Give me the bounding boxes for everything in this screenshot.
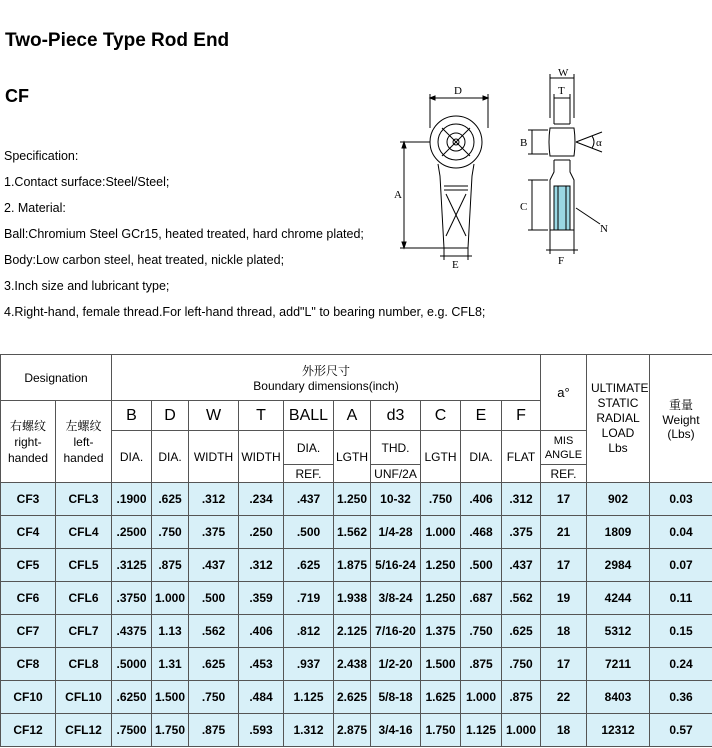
- spec-line: Body:Low carbon steel, heat treated, nickle plated;: [4, 253, 285, 267]
- boundary-dimensions-header: [112, 355, 541, 401]
- table-row: [1, 516, 712, 549]
- table-cell: 1.000: [502, 714, 541, 747]
- col-d-desc: DIA.: [152, 431, 189, 483]
- table-cell: .1900: [112, 483, 152, 516]
- table-cell: CFL5: [56, 549, 112, 582]
- table-cell: .500: [189, 582, 239, 615]
- col-d-symbol: D: [152, 401, 189, 431]
- weight-cn: 重量: [668, 398, 693, 412]
- table-cell: .234: [239, 483, 284, 516]
- right-handed-header: [1, 401, 56, 483]
- col-ball-desc: DIA.: [284, 431, 334, 465]
- table-cell: 5312: [587, 615, 650, 648]
- table-cell: .3750: [112, 582, 152, 615]
- table-cell: 0.07: [650, 549, 712, 582]
- spec-line: 1.Contact surface:Steel/Steel;: [4, 175, 170, 189]
- table-cell: 0.24: [650, 648, 712, 681]
- angle-symbol-header: a°: [541, 355, 587, 431]
- col-d3-desc: THD.: [371, 431, 421, 465]
- table-cell: CF4: [1, 516, 56, 549]
- load-header: ULTIMATE STATIC RADIAL LOAD Lbs: [587, 355, 650, 483]
- left-cn: 左螺纹: [65, 418, 102, 433]
- col-t-desc: WIDTH: [239, 431, 284, 483]
- table-cell: .750: [421, 483, 461, 516]
- table-cell: 3/8-24: [371, 582, 421, 615]
- col-e-desc: DIA.: [461, 431, 502, 483]
- table-cell: 3/4-16: [371, 714, 421, 747]
- table-cell: .875: [502, 681, 541, 714]
- table-cell: 1.250: [421, 549, 461, 582]
- col-ball-symbol: BALL: [284, 401, 334, 431]
- table-cell: 0.11: [650, 582, 712, 615]
- table-cell: 1.875: [334, 549, 371, 582]
- table-cell: .484: [239, 681, 284, 714]
- shank: [438, 164, 474, 248]
- table-cell: 1.375: [421, 615, 461, 648]
- table-cell: 1.31: [152, 648, 189, 681]
- table-cell: .5000: [112, 648, 152, 681]
- table-cell: 21: [541, 516, 587, 549]
- label-t: T: [558, 85, 565, 97]
- col-c-desc: LGTH: [421, 431, 461, 483]
- table-cell: .3125: [112, 549, 152, 582]
- table-cell: 2.125: [334, 615, 371, 648]
- spec-table-wrap: [0, 354, 712, 748]
- table-cell: .375: [189, 516, 239, 549]
- spec-line: 3.Inch size and lubricant type;: [4, 279, 170, 293]
- table-cell: 2984: [587, 549, 650, 582]
- table-cell: 1.000: [461, 681, 502, 714]
- table-cell: CF12: [1, 714, 56, 747]
- table-cell: CF8: [1, 648, 56, 681]
- table-cell: 1.938: [334, 582, 371, 615]
- table-cell: 0.04: [650, 516, 712, 549]
- spec-line: Ball:Chromium Steel GCr15, heated treated, hard chrome plated;: [4, 227, 364, 241]
- table-cell: 1.000: [152, 582, 189, 615]
- label-n: N: [600, 223, 608, 235]
- table-cell: .500: [284, 516, 334, 549]
- label-w: W: [558, 68, 569, 79]
- table-cell: CFL3: [56, 483, 112, 516]
- table-cell: .4375: [112, 615, 152, 648]
- left-handed-header: [56, 401, 112, 483]
- table-cell: 0.36: [650, 681, 712, 714]
- table-cell: .812: [284, 615, 334, 648]
- table-row: [1, 483, 712, 516]
- label-c: C: [520, 201, 528, 213]
- col-f-symbol: F: [502, 401, 541, 431]
- table-cell: 7211: [587, 648, 650, 681]
- table-cell: 1.625: [421, 681, 461, 714]
- table-cell: 17: [541, 549, 587, 582]
- table-cell: 1.250: [421, 582, 461, 615]
- table-cell: .687: [461, 582, 502, 615]
- table-cell: 1.000: [421, 516, 461, 549]
- col-d3-note: UNF/2A: [371, 465, 421, 483]
- col-a-symbol: A: [334, 401, 371, 431]
- col-ball-note: REF.: [284, 465, 334, 483]
- table-cell: 5/16-24: [371, 549, 421, 582]
- table-cell: 0.03: [650, 483, 712, 516]
- table-cell: .453: [239, 648, 284, 681]
- table-cell: 1.250: [334, 483, 371, 516]
- table-row: [1, 681, 712, 714]
- table-cell: .437: [502, 549, 541, 582]
- spec-line: 4.Right-hand, female thread.For left-hand thread, add"L" to bearing number, e.g. CFL8;: [4, 305, 486, 319]
- table-cell: 1.125: [284, 681, 334, 714]
- table-cell: CFL10: [56, 681, 112, 714]
- table-cell: .719: [284, 582, 334, 615]
- table-cell: 18: [541, 714, 587, 747]
- table-cell: .375: [502, 516, 541, 549]
- table-row: [1, 648, 712, 681]
- weight-header: [650, 355, 712, 483]
- table-cell: 0.15: [650, 615, 712, 648]
- col-w-symbol: W: [189, 401, 239, 431]
- table-cell: 1.562: [334, 516, 371, 549]
- col-b-symbol: B: [112, 401, 152, 431]
- table-cell: .2500: [112, 516, 152, 549]
- table-cell: .750: [502, 648, 541, 681]
- table-cell: 902: [587, 483, 650, 516]
- table-cell: .875: [152, 549, 189, 582]
- table-cell: CFL7: [56, 615, 112, 648]
- table-cell: 1/4-28: [371, 516, 421, 549]
- table-cell: 1.750: [152, 714, 189, 747]
- table-cell: .6250: [112, 681, 152, 714]
- col-e-symbol: E: [461, 401, 502, 431]
- table-cell: 8403: [587, 681, 650, 714]
- label-d: D: [454, 85, 462, 97]
- table-cell: CFL4: [56, 516, 112, 549]
- angle-ref-header: REF.: [541, 465, 587, 483]
- table-cell: .593: [239, 714, 284, 747]
- table-cell: .875: [461, 648, 502, 681]
- table-cell: .625: [152, 483, 189, 516]
- table-cell: 10-32: [371, 483, 421, 516]
- table-cell: 1.125: [461, 714, 502, 747]
- col-t-symbol: T: [239, 401, 284, 431]
- table-cell: 12312: [587, 714, 650, 747]
- angle-desc-header: MIS ANGLE: [541, 431, 587, 465]
- label-alpha: α: [596, 137, 602, 149]
- table-cell: 1809: [587, 516, 650, 549]
- table-cell: CF7: [1, 615, 56, 648]
- table-cell: .750: [189, 681, 239, 714]
- weight-en: Weight (Lbs): [662, 413, 700, 441]
- table-cell: 5/8-18: [371, 681, 421, 714]
- table-cell: .468: [461, 516, 502, 549]
- table-row: [1, 582, 712, 615]
- table-cell: .625: [284, 549, 334, 582]
- model-code: CF: [5, 86, 29, 106]
- table-cell: .250: [239, 516, 284, 549]
- table-cell: CFL12: [56, 714, 112, 747]
- table-cell: 1.750: [421, 714, 461, 747]
- spec-line: 2. Material:: [4, 201, 66, 215]
- table-cell: .625: [189, 648, 239, 681]
- table-cell: .750: [461, 615, 502, 648]
- table-cell: CFL6: [56, 582, 112, 615]
- table-cell: CF10: [1, 681, 56, 714]
- dims-cn: 外形尺寸: [301, 364, 350, 378]
- page-title: Two-Piece Type Rod End: [5, 30, 230, 51]
- table-cell: .625: [502, 615, 541, 648]
- table-cell: .500: [461, 549, 502, 582]
- table-cell: CF5: [1, 549, 56, 582]
- table-cell: 2.438: [334, 648, 371, 681]
- table-cell: 4244: [587, 582, 650, 615]
- table-row: [1, 615, 712, 648]
- table-cell: .875: [189, 714, 239, 747]
- table-cell: .437: [189, 549, 239, 582]
- table-cell: .7500: [112, 714, 152, 747]
- table-cell: 7/16-20: [371, 615, 421, 648]
- rod-end-drawing: [388, 68, 628, 268]
- table-cell: .437: [284, 483, 334, 516]
- col-d3-symbol: d3: [371, 401, 421, 431]
- table-cell: 1.13: [152, 615, 189, 648]
- label-f: F: [558, 255, 565, 267]
- table-cell: 18: [541, 615, 587, 648]
- table-cell: 22: [541, 681, 587, 714]
- table-cell: 17: [541, 648, 587, 681]
- table-cell: 1.500: [152, 681, 189, 714]
- right-cn: 右螺纹: [9, 418, 46, 433]
- table-cell: 2.875: [334, 714, 371, 747]
- table-cell: 0.57: [650, 714, 712, 747]
- table-cell: .937: [284, 648, 334, 681]
- table-cell: 1.312: [284, 714, 334, 747]
- label-e: E: [452, 259, 459, 268]
- table-cell: .406: [239, 615, 284, 648]
- table-body: [1, 483, 712, 747]
- table-cell: .312: [502, 483, 541, 516]
- ball-side: [549, 128, 575, 156]
- table-cell: .750: [152, 516, 189, 549]
- col-f-desc: FLAT: [502, 431, 541, 483]
- table-cell: 1.500: [421, 648, 461, 681]
- label-a: A: [394, 189, 402, 201]
- table-cell: 17: [541, 483, 587, 516]
- table-cell: 1/2-20: [371, 648, 421, 681]
- col-w-desc: WIDTH: [189, 431, 239, 483]
- table-row: [1, 549, 712, 582]
- spec-table: [0, 354, 712, 747]
- table-cell: .562: [502, 582, 541, 615]
- col-a-desc: LGTH: [334, 431, 371, 483]
- table-cell: 2.625: [334, 681, 371, 714]
- table-cell: .312: [189, 483, 239, 516]
- table-cell: .359: [239, 582, 284, 615]
- designation-header: Designation: [1, 355, 112, 401]
- table-cell: CF6: [1, 582, 56, 615]
- table-cell: CF3: [1, 483, 56, 516]
- table-cell: .562: [189, 615, 239, 648]
- col-b-desc: DIA.: [112, 431, 152, 483]
- left-en: left-handed: [63, 434, 104, 465]
- spec-heading: Specification:: [4, 149, 79, 163]
- label-b: B: [520, 137, 528, 149]
- table-cell: CFL8: [56, 648, 112, 681]
- right-en: right-handed: [7, 434, 49, 465]
- table-row: [1, 714, 712, 747]
- table-cell: .406: [461, 483, 502, 516]
- table-cell: 19: [541, 582, 587, 615]
- dims-en: Boundary dimensions(inch): [253, 379, 399, 393]
- col-c-symbol: C: [421, 401, 461, 431]
- table-cell: .312: [239, 549, 284, 582]
